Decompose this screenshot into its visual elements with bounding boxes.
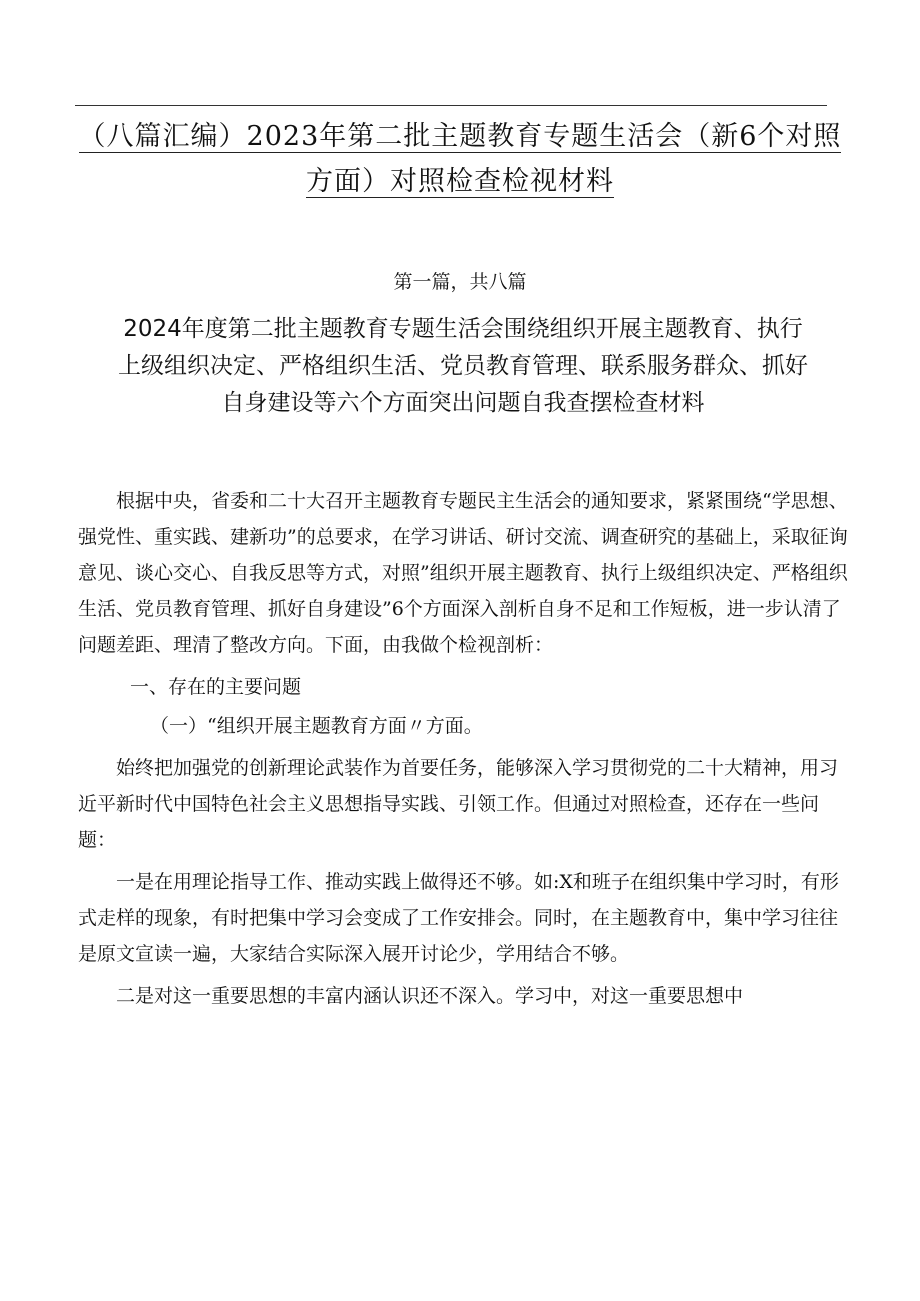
subheading-theme-education: （一）“组织开展主题教育方面〃方面。 bbox=[150, 715, 483, 737]
paragraph-2: 一是在用理论指导工作、推动实践上做得还不够。如:X和班子在组织集中学习时，有形式走样的现象，有时把集中学习会变成了工作安排会。同时，在主题教育中，集中学习往往是原文宣读一遍，大家结合实际深入展开讨论少，学用结合不够。 bbox=[78, 871, 839, 965]
header-rule bbox=[75, 105, 827, 106]
paragraph-3: 二是对这一重要思想的丰富内涵认识还不深入。学习中，对这一重要思想中 bbox=[116, 985, 744, 1007]
document-body bbox=[78, 483, 852, 1014]
document-title-text: （八篇汇编）2023年第二批主题教育专题生活会（新6个对照方面）对照检查检视材料 bbox=[78, 121, 842, 197]
paragraph-1: 始终把加强党的创新理论武装作为首要任务，能够深入学习贯彻党的二十大精神，用习近平新时代中国特色社会主义思想指导实践、引领工作。但通过对照检查，还存在一些问题： bbox=[78, 757, 839, 851]
heading-main-problems: 一、存在的主要问题 bbox=[130, 676, 302, 698]
document-title bbox=[75, 114, 845, 204]
section-title: 2024年度第二批主题教育专题生活会围绕组织开展主题教育、执行上级组织决定、严格组织生活、党员教育管理、联系服务群众、抓好自身建设等六个方面突出问题自我查摆检查材料 bbox=[118, 316, 808, 416]
part-indicator: 第一篇，共八篇 bbox=[393, 271, 527, 293]
intro-paragraph: 根据中央，省委和二十大召开主题教育专题民主生活会的通知要求，紧紧围绕“学思想、强党性、重实践、建新功”的总要求，在学习讲话、研讨交流、调查研究的基础上，采取征询意见、谈心交心、自我反思等方式，对照”组织开展主题教育、执行上级组织决定、严格组织生活、党员教育管理、抓好自身建设”6个方面深入剖析自身不足和工作短板，进一步认清了问题差距、理清了整改方向。下面，由我做个检视剖析： bbox=[78, 490, 848, 656]
